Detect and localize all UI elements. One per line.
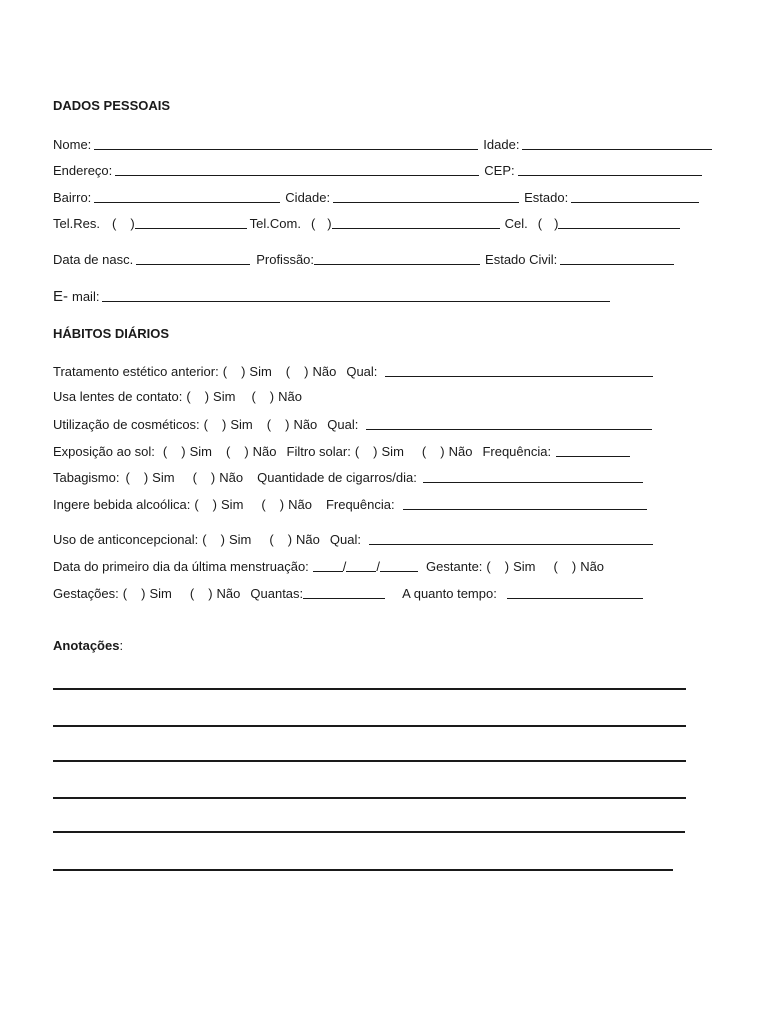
label-tabagismo: Tabagismo:: [53, 470, 120, 485]
paren-close: ): [327, 216, 332, 231]
field-tel-com[interactable]: [332, 214, 500, 229]
field-idade[interactable]: [522, 135, 712, 150]
paren-close: ): [222, 417, 227, 432]
label-nao: Não: [580, 559, 605, 574]
label-bairro: Bairro:: [53, 190, 92, 205]
label-sim: Sim: [230, 417, 253, 432]
paren-close: ): [244, 444, 249, 459]
label-lentes: Usa lentes de contato:: [53, 389, 183, 404]
label-sim: Sim: [152, 470, 175, 485]
paren-open: (: [225, 444, 231, 459]
label-sim: Sim: [213, 389, 236, 404]
paren-open: (: [269, 532, 274, 547]
label-email-prefix: E-: [53, 288, 68, 305]
paren-open: (: [125, 470, 130, 485]
paren-open: (: [192, 470, 197, 485]
label-nao: Não: [288, 497, 312, 512]
notes-line[interactable]: [53, 869, 673, 871]
label-idade: Idade:: [483, 137, 520, 152]
label-gestante: Gestante:: [426, 559, 483, 574]
field-endereco[interactable]: [115, 161, 479, 176]
label-nao: Não: [219, 470, 244, 485]
paren-open: (: [162, 444, 168, 459]
row-anticoncepcional: [53, 529, 656, 549]
notes-colon: :: [119, 638, 124, 653]
field-cel[interactable]: [558, 214, 680, 229]
paren-close: ): [181, 444, 186, 459]
paren-open: (: [111, 216, 117, 231]
label-cep: CEP:: [484, 163, 515, 178]
field-cigarros[interactable]: [423, 468, 643, 483]
paren-open: (: [189, 586, 195, 601]
paren-close: ): [204, 389, 210, 404]
paren-close: ): [440, 444, 445, 459]
label-qual: Qual:: [329, 532, 361, 547]
label-tel-res: Tel.Res.: [53, 216, 100, 231]
field-nome[interactable]: [94, 135, 478, 150]
label-sim: Sim: [228, 532, 252, 547]
notes-line[interactable]: [53, 831, 685, 833]
row-lentes: [53, 387, 302, 407]
label-exposicao: Exposição ao sol:: [53, 444, 155, 459]
label-cel: Cel.: [504, 216, 528, 231]
label-sim: Sim: [249, 364, 272, 379]
label-qual: Qual:: [346, 364, 378, 379]
paren-open: (: [285, 364, 291, 379]
field-tratamento-qual[interactable]: [385, 362, 653, 377]
row-exposicao: [53, 441, 633, 461]
label-frequencia: Frequência:: [325, 497, 395, 512]
field-data-nasc[interactable]: [136, 250, 250, 265]
field-menstruacao-ano[interactable]: [380, 557, 418, 572]
paren-open: (: [486, 559, 491, 574]
paren-close: ): [210, 470, 216, 485]
paren-close: ): [287, 532, 293, 547]
label-anticoncepcional: Uso de anticoncepcional:: [53, 532, 199, 547]
label-estado: Estado:: [524, 190, 569, 205]
notes-line[interactable]: [53, 760, 686, 762]
paren-open: (: [537, 216, 543, 231]
row-tabagismo: [53, 467, 646, 487]
notes-line[interactable]: [53, 725, 686, 727]
row-endereco-cep: [53, 160, 705, 180]
label-quanto-tempo: A quanto tempo:: [402, 586, 497, 601]
notes-heading-row: [53, 636, 123, 656]
paren-close: ): [241, 364, 246, 379]
paren-close: ): [212, 497, 218, 512]
label-quantas: Quantas:: [250, 586, 304, 601]
row-nasc-profissao-civil: [53, 249, 677, 269]
row-email: [53, 286, 613, 306]
paren-open: (: [261, 497, 266, 512]
field-cosmeticos-qual[interactable]: [366, 415, 652, 430]
label-nao: Não: [448, 444, 473, 459]
label-endereco: Endereço:: [53, 163, 113, 178]
field-email[interactable]: [102, 287, 610, 302]
label-qual: Qual:: [327, 417, 359, 432]
label-cigarros: Quantidade de cigarros/dia:: [257, 470, 417, 485]
section-heading-personal: DADOS PESSOAIS: [53, 98, 171, 113]
label-tel-com: Tel.Com.: [249, 216, 301, 231]
paren-close: ): [373, 444, 378, 459]
section-heading-habits: HÁBITOS DIÁRIOS: [53, 326, 170, 341]
paren-open: (: [251, 389, 256, 404]
label-gestacoes: Gestações:: [53, 586, 119, 601]
row-telefones: [53, 213, 683, 233]
label-nao: Não: [278, 389, 302, 404]
label-sim: Sim: [381, 444, 404, 459]
paren-close: ): [285, 417, 290, 432]
paren-open: (: [310, 216, 316, 231]
label-frequencia: Frequência:: [482, 444, 552, 459]
paren-close: ): [504, 559, 510, 574]
paren-open: (: [202, 532, 207, 547]
paren-close: ): [143, 470, 149, 485]
paren-close: ): [279, 497, 285, 512]
label-cosmeticos: Utilização de cosméticos:: [53, 417, 200, 432]
field-tel-res[interactable]: [135, 214, 247, 229]
field-quantas[interactable]: [303, 584, 385, 599]
label-estado-civil: Estado Civil:: [485, 252, 558, 267]
label-profissao: Profissão:: [256, 252, 315, 267]
label-nao: Não: [293, 417, 318, 432]
field-cidade[interactable]: [333, 188, 519, 203]
label-email: mail:: [72, 289, 100, 304]
paren-open: (: [222, 364, 228, 379]
paren-close: ): [571, 559, 577, 574]
label-cidade: Cidade:: [285, 190, 331, 205]
label-nao: Não: [216, 586, 241, 601]
notes-line[interactable]: [53, 797, 686, 799]
paren-open: (: [194, 497, 199, 512]
section-heading-notes: Anotações: [53, 638, 120, 653]
label-filtro: Filtro solar:: [286, 444, 351, 459]
paren-open: (: [203, 417, 209, 432]
label-sim: Sim: [513, 559, 536, 574]
field-profissao[interactable]: [314, 250, 480, 265]
label-nao: Não: [252, 444, 277, 459]
label-tratamento: Tratamento estético anterior:: [53, 364, 219, 379]
row-menstruacao-gestante: [53, 556, 604, 576]
paren-close: ): [269, 389, 275, 404]
paren-open: (: [186, 389, 191, 404]
field-menstruacao-dia[interactable]: [313, 557, 343, 572]
paren-open: (: [421, 444, 427, 459]
field-exposicao-frequencia[interactable]: [556, 442, 630, 457]
label-nao: Não: [296, 532, 320, 547]
row-bairro-cidade-estado: [53, 187, 702, 207]
field-estado-civil[interactable]: [560, 250, 674, 265]
field-quanto-tempo[interactable]: [507, 584, 643, 599]
field-bairro[interactable]: [94, 188, 280, 203]
paren-close: ): [208, 586, 213, 601]
field-bebida-frequencia[interactable]: [403, 495, 647, 510]
row-gestacoes: [53, 583, 646, 603]
label-menstruacao: Data do primeiro dia da última menstruação:: [53, 559, 309, 574]
field-cep[interactable]: [518, 161, 702, 176]
field-estado[interactable]: [571, 188, 699, 203]
row-tratamento: [53, 361, 656, 381]
date-separator: /: [342, 559, 347, 574]
row-nome-idade: [53, 134, 715, 154]
paren-close: ): [554, 216, 559, 231]
field-menstruacao-mes[interactable]: [346, 557, 376, 572]
paren-open: (: [354, 444, 360, 459]
label-data-nasc: Data de nasc.: [53, 252, 134, 267]
paren-close: ): [304, 364, 309, 379]
row-bebida: [53, 494, 650, 514]
label-sim: Sim: [189, 444, 212, 459]
paren-open: (: [122, 586, 128, 601]
row-cosmeticos: [53, 414, 655, 434]
paren-open: (: [553, 559, 558, 574]
label-sim: Sim: [221, 497, 244, 512]
label-bebida: Ingere bebida alcoólica:: [53, 497, 191, 512]
label-sim: Sim: [149, 586, 172, 601]
paren-close: ): [130, 216, 135, 231]
paren-open: (: [266, 417, 272, 432]
notes-line[interactable]: [53, 688, 686, 690]
date-separator: /: [376, 559, 381, 574]
label-nao: Não: [312, 364, 337, 379]
paren-close: ): [141, 586, 146, 601]
field-anticoncepcional-qual[interactable]: [369, 530, 653, 545]
paren-close: ): [220, 532, 225, 547]
label-nome: Nome:: [53, 137, 92, 152]
